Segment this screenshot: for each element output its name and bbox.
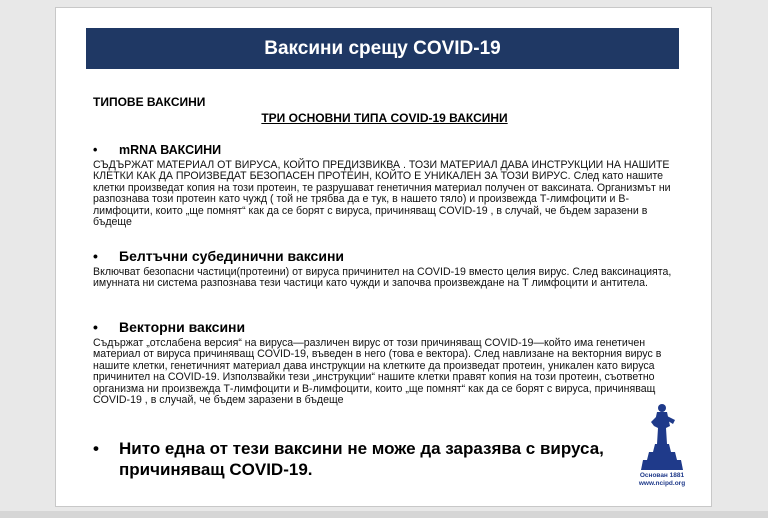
heading-text: mRNA ВАКСИНИ: [119, 143, 222, 157]
logo-website-text: www.ncipd.org: [638, 480, 686, 487]
bullet-heading-vector: [93, 319, 245, 335]
ncipd-logo: [626, 400, 698, 502]
logo-founded-text: Основан 1881: [639, 472, 685, 479]
protein-subunit-description: Включват безопасни частици(протеини) от вируса причинител на COVID-19 вместо целия вирус. След ваксинацията, имунната ни система разпознава тези частици като чужди и започва произвеждане на Т лимфоцити и антитела.: [93, 266, 672, 290]
bullet-icon: •: [93, 439, 99, 458]
final-statement: [93, 438, 633, 480]
mrna-description: СЪДЪРЖАТ МАТЕРИАЛ ОТ ВИРУСА, КОЙТО ПРЕДИЗВИКВА . ТОЗИ МАТЕРИАЛ ДАВА ИНСТРУКЦИИ НА НАШИТЕ КЛЕТКИ КАК ДА ПРОИЗВЕДАТ БЕЗОПАСЕН ПРОТЕИН, КОЙТО Е УНИКАЛЕН ЗА ТОЗИ ВИРУС. След като нашите клетки произведат копия на този протеин, те разрушават генетичния материал получен от ваксината. Организмът ни разпознава този протеин като чужд ( той не трябва да е тук, в нашето тяло) и произвежда Т-лимфоцити и В-лимфоцити, които „ще помнят“ как да се борят с вируса, причиняващ COVID-19 , в случай, че бъдем заразени в бъдеще: [93, 159, 671, 229]
bullet-heading-protein-subunit: [93, 248, 344, 264]
bullet-icon: •: [93, 248, 98, 264]
bullet-heading-mrna: [93, 143, 221, 157]
vector-description: Съдържат „отслабена версия“ на вируса—различен вирус от този причиняващ COVID-19—който има генетичен материал от вируса причиняващ COVID-19, въведен в него (това е вектора). След навлизане на векторния вирус в нашите клетки, генетичният материал дава инструкции на клетките да произведат протеин, уникален като вируса причинител на COVID-19. Използвайки тези „инструкции“ нашите клетки правят копия на този протеин, съответно организма ни произвежда Т-лимфоцити и В-лимфоцити, които „ще помнят“ как да се борят с вируса, причиняващ COVID-19 , в случай, че бъдем заразени в бъдеще: [93, 337, 662, 407]
statue-icon: [637, 400, 687, 472]
slide-title-banner: Ваксини срещу COVID-19: [86, 28, 679, 69]
heading-text: Белтъчни субединични ваксини: [119, 248, 345, 264]
horizontal-scrollbar[interactable]: [0, 511, 768, 518]
heading-text: Векторни ваксини: [119, 319, 246, 335]
slide: [55, 7, 712, 507]
section-title: ТИПОВЕ ВАКСИНИ: [93, 95, 206, 109]
bullet-icon: •: [93, 143, 98, 157]
final-statement-text: Нито една от тези ваксини не може да заразява с вируса, причиняващ COVID-19.: [119, 439, 604, 479]
subtitle: ТРИ ОСНОВНИ ТИПА COVID-19 ВАКСИНИ: [261, 111, 508, 125]
bullet-icon: •: [93, 319, 98, 335]
